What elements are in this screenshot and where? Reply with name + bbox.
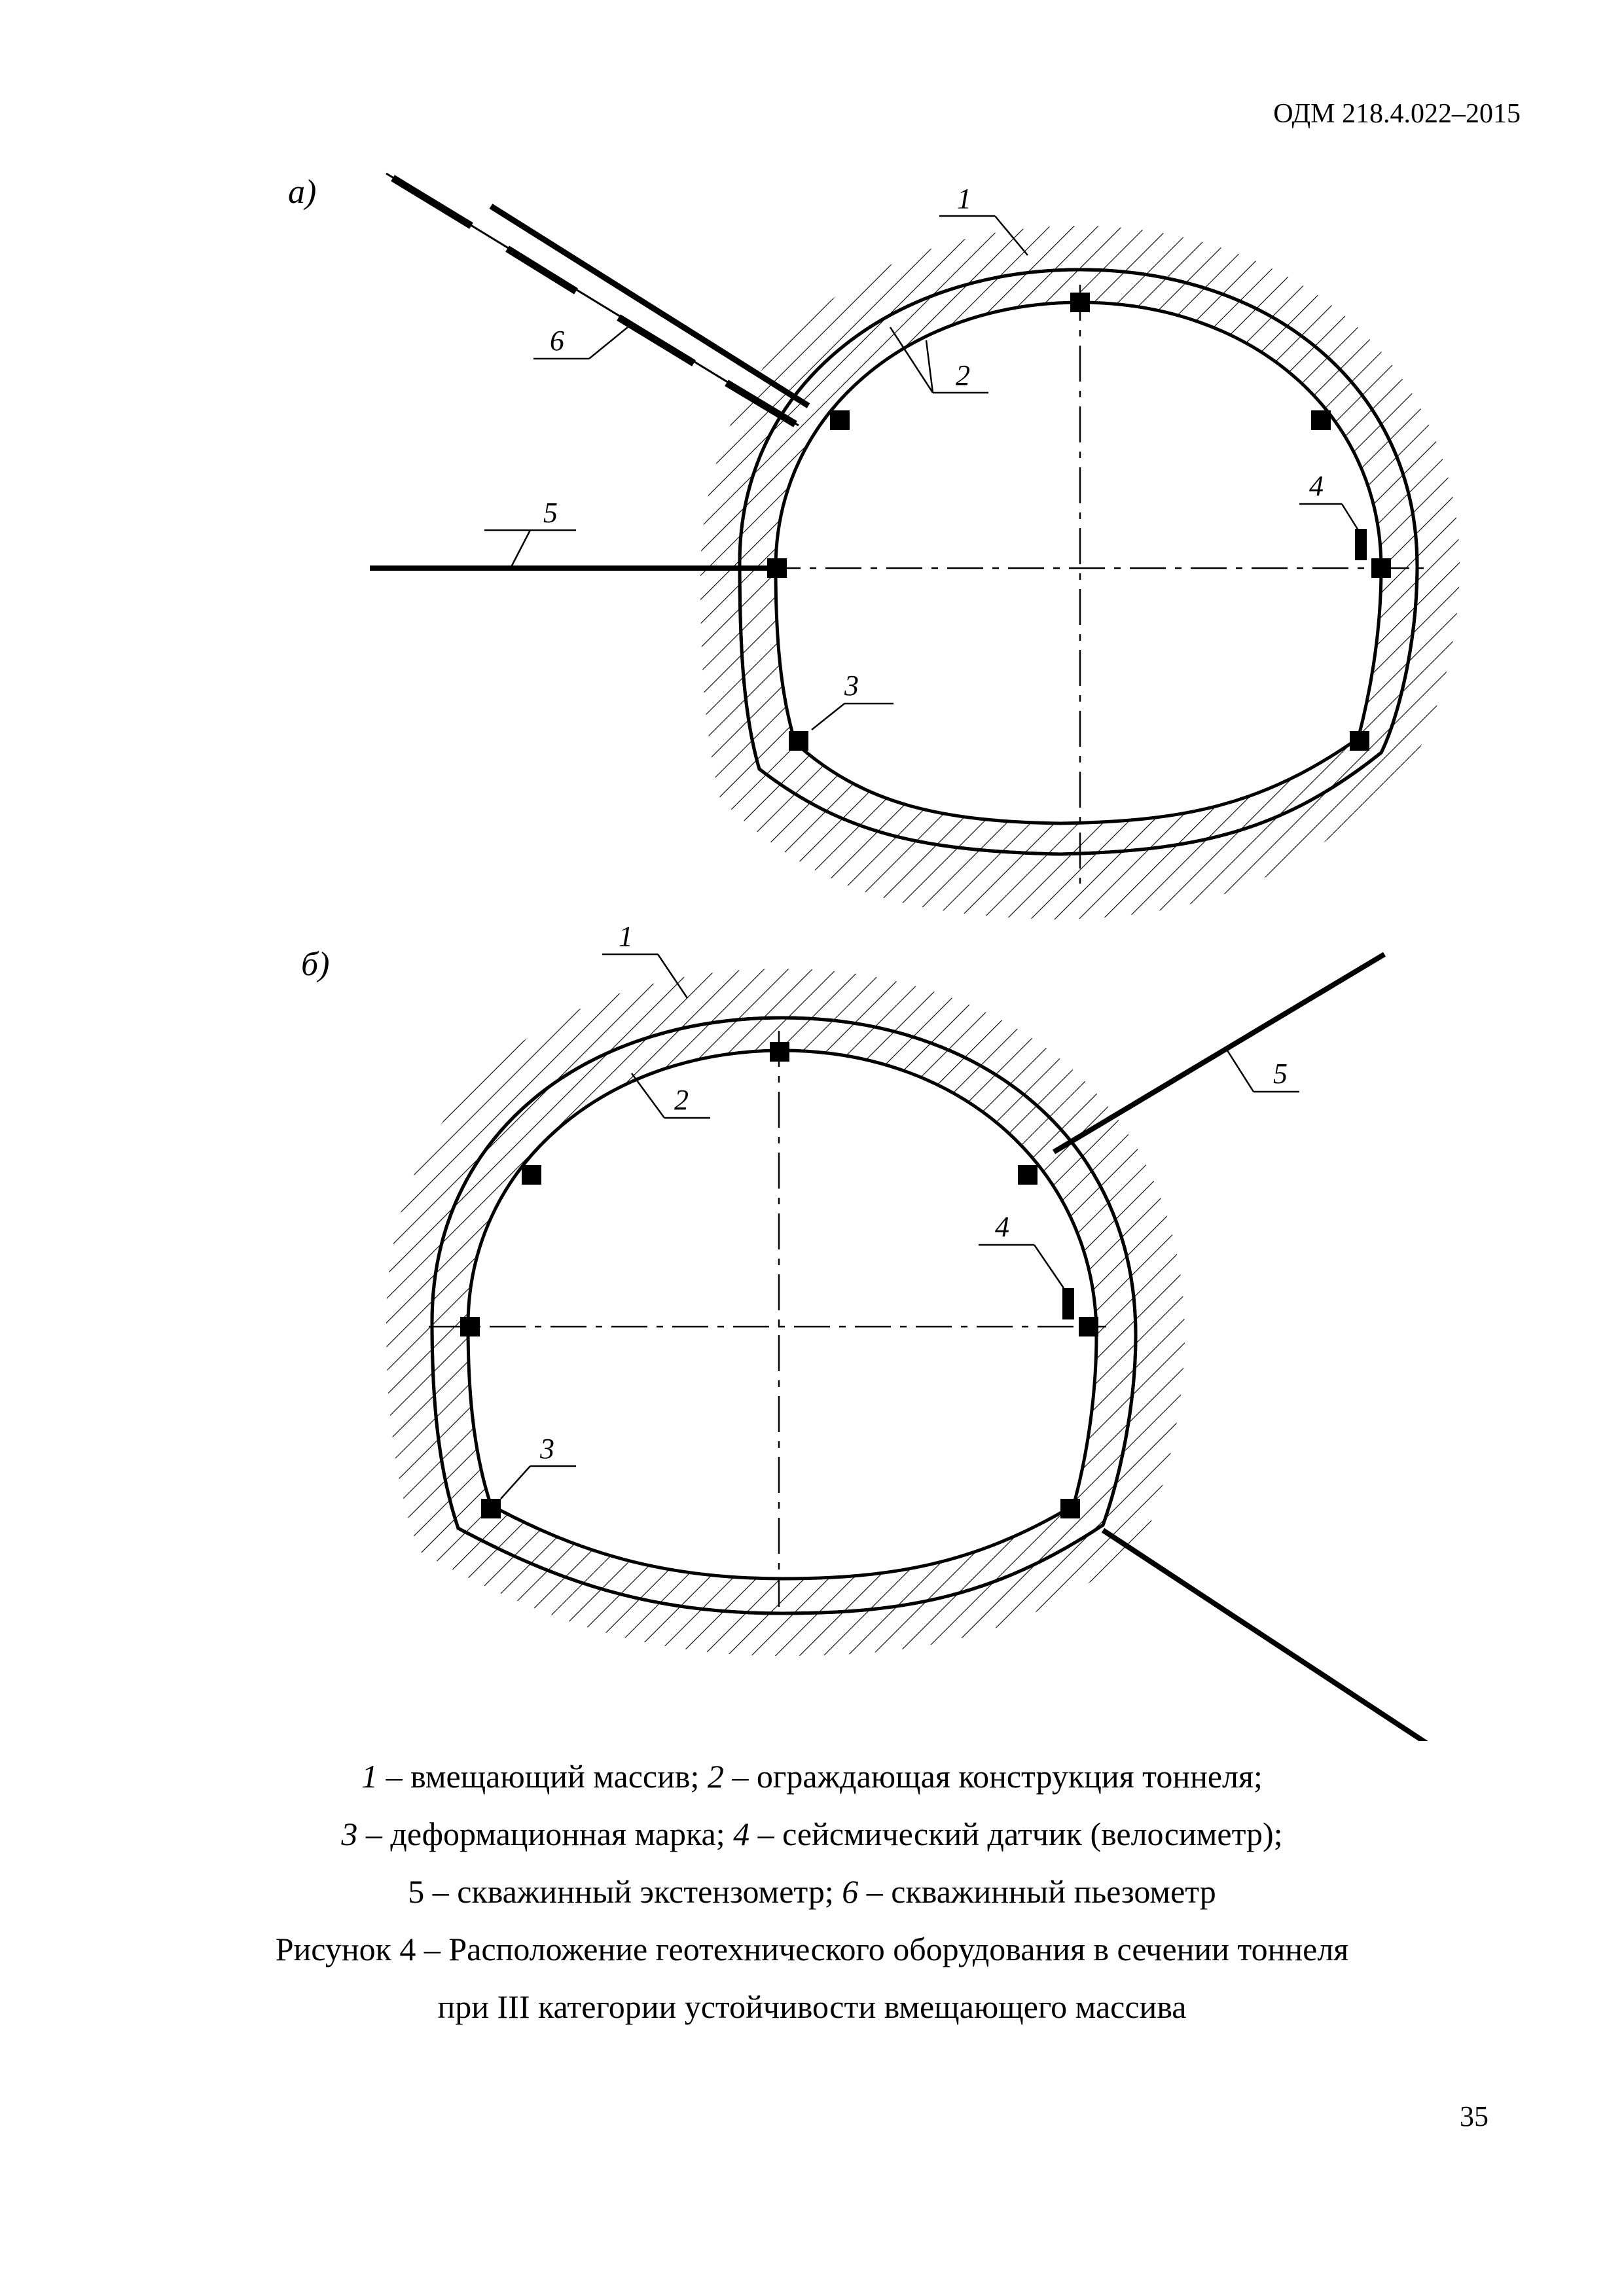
legend-line-2: 3 – деформационная марка; 4 – сейсмический датчик (велосиметр);: [341, 1816, 1283, 1852]
legend-number: 5: [408, 1873, 425, 1910]
deformation-mark: [1060, 1499, 1080, 1518]
panel-b-seismic-sensor: [1062, 1288, 1074, 1319]
legend-number: 2: [707, 1758, 724, 1795]
deformation-mark: [830, 410, 850, 430]
page-number: 35: [1460, 2100, 1489, 2132]
legend-text: ограждающая конструкция тоннеля: [756, 1758, 1254, 1795]
legend-line-1: 1 – вмещающий массив; 2 – ограждающая конструкция тоннеля;: [361, 1758, 1263, 1795]
callout-2: 2: [674, 1084, 689, 1116]
legend-text: сейсмический датчик (велосиметр): [782, 1816, 1274, 1852]
deformation-mark: [1018, 1165, 1038, 1185]
legend-number: 3: [341, 1816, 358, 1852]
figure-caption-block: [0, 1748, 1624, 2036]
deformation-mark: [770, 1042, 789, 1062]
deformation-mark: [1371, 558, 1391, 578]
document-code: ОДМ 218.4.022–2015: [1273, 99, 1521, 129]
panel-b: [301, 920, 1428, 1741]
callout-6: 6: [550, 325, 564, 357]
callout-1: 1: [957, 183, 971, 215]
panel-a-label: а): [288, 173, 317, 211]
deformation-mark: [1350, 731, 1369, 751]
deformation-mark: [789, 731, 808, 751]
panel-b-tunnel-opening: [468, 1050, 1096, 1579]
callout-5: 5: [1273, 1058, 1288, 1090]
deformation-mark: [1311, 410, 1331, 430]
panel-b-extensometer-upper: [1054, 954, 1384, 1152]
callout-5: 5: [543, 497, 558, 529]
legend-number: 4: [733, 1816, 750, 1852]
legend-number: 6: [842, 1873, 859, 1910]
panel-a-piezometer: [386, 173, 808, 425]
legend-text: скважинный пьезометр: [891, 1873, 1216, 1910]
callout-4: 4: [995, 1211, 1009, 1243]
panel-a: [288, 173, 1460, 920]
callout-4: 4: [1309, 470, 1324, 502]
panel-b-extensometer-lower: [1103, 1530, 1428, 1741]
deformation-mark: [1070, 293, 1090, 312]
panel-a-seismic-sensor: [1355, 529, 1367, 560]
figure-caption-line-1: Рисунок 4 – Расположение геотехнического оборудования в сечении тоннеля: [275, 1931, 1349, 1967]
legend-text: вмещающий массив: [410, 1758, 691, 1795]
panel-a-tunnel-opening: [776, 302, 1381, 823]
deformation-mark: [481, 1499, 501, 1518]
legend-text: деформационная марка: [390, 1816, 716, 1852]
callout-3: 3: [540, 1433, 554, 1465]
callout-2: 2: [956, 359, 970, 391]
deformation-mark: [522, 1165, 541, 1185]
callout-3: 3: [844, 670, 859, 702]
legend-number: 1: [361, 1758, 378, 1795]
figure-caption-line-2: при III категории устойчивости вмещающего массива: [437, 1988, 1187, 2025]
panel-b-label: б): [301, 946, 330, 983]
legend-line-3: 5 – скважинный экстензометр; 6 – скважинный пьезометр: [408, 1873, 1216, 1910]
legend-text: скважинный экстензометр: [457, 1873, 825, 1910]
deformation-mark: [767, 558, 787, 578]
deformation-mark: [460, 1317, 480, 1336]
callout-1: 1: [619, 920, 633, 952]
deformation-mark: [1079, 1317, 1098, 1336]
